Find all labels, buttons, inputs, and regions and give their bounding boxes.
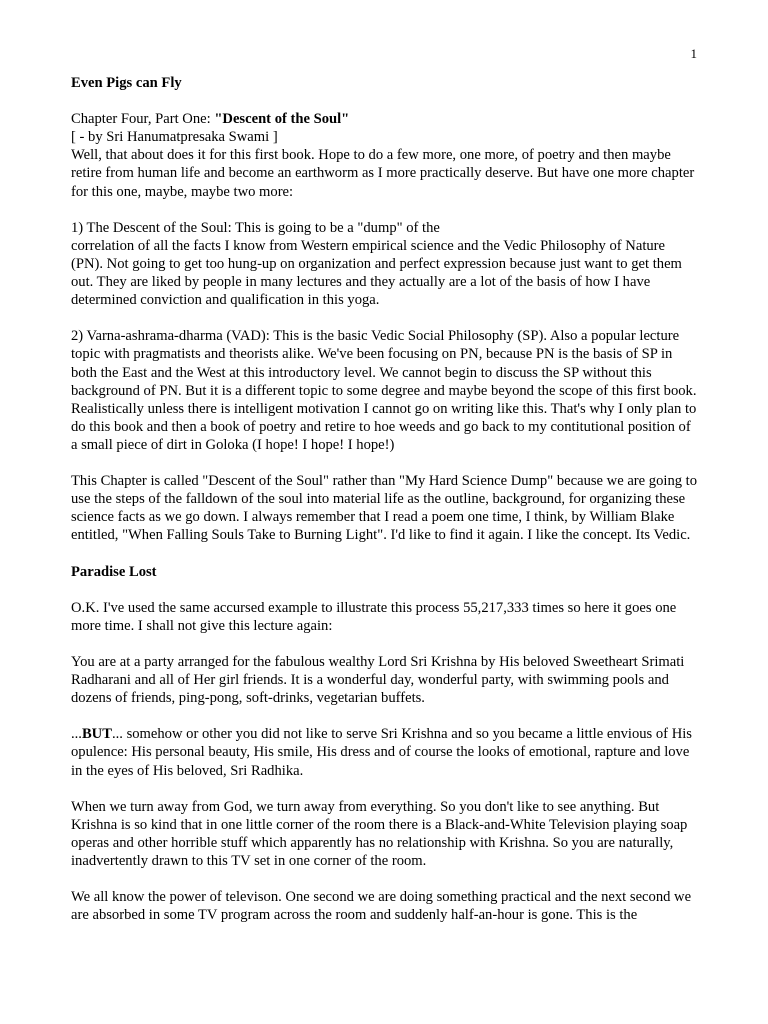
but-paragraph [71,725,699,779]
turn-away-paragraph: When we turn away from God, we turn away from everything. So you don't like to see anything. But Krishna is so kind that in one little corner of the room there is a Black-and-White Television playing soap operas and other horrible stuff which apparently has no relationship with Krishna. So you are naturally, inadvertently drawn to this TV set in one corner of the room. [71,798,688,870]
chapter-paragraph: This Chapter is called "Descent of the Soul" rather than "My Hard Science Dump" because we are going to use the steps of the falldown of the soul into material life as the outline, background, for organizing these science facts as we go down. I always remember that I read a poem one time, I think, by William Blake entitled, "When Falling Souls Take to Burning Light". I'd like to find it again. I like the concept. Its Vedic. [71,473,698,544]
chapter-heading [71,110,699,128]
item-one-first-line: 1) The Descent of the Soul: This is going to be a "dump" of the [71,219,440,236]
but-prefix: ... [71,726,82,743]
document-body [71,74,699,924]
but-word: BUT [81,726,112,743]
television-paragraph: We all know the power of televison. One second we are doing something practical and the next second we are absorbed in some TV program across the room and suddenly half-an-hour is gone. This is the [71,889,692,924]
chapter-prefix: Chapter Four, Part One: [71,111,215,128]
item-two-paragraph: 2) Varna-ashrama-dharma (VAD): This is the basic Vedic Social Philosophy (SP). Also a popular lecture topic with pragmatists and theorists alike. We've been focusing on PN, because PN is the basis of SP in both the East and the West at this introductory level. We cannot begin to discuss the SP without this background of PN. But it is a different topic to some degree and maybe beyond the scope of this first book. Realistically unless there is intelligent motivation I cannot go on writing like this. That's why I only plan to do this book and then a book of poetry and retire to hoe weeds and go back to my contitutional position of a small piece of dirt in Goloka (I hope! I hope! I hope!) [71,328,697,453]
byline: [ - by Sri Hanumatpresaka Swami ] [71,129,278,146]
section-heading: Paradise Lost [71,563,157,580]
page-number: 1 [690,46,697,61]
document-title: Even Pigs can Fly [71,75,182,91]
party-paragraph: You are at a party arranged for the fabulous wealthy Lord Sri Krishna by His beloved Sweetheart Srimati Radharani and all of Her girl friends. It is a wonderful day, wonderful party, with swimming pools and dozens of friends, ping-pong, soft-drinks, vegetarian buffets. [71,654,685,707]
ok-paragraph: O.K. I've used the same accursed example to illustrate this process 55,217,333 times so here it goes one more time. I shall not give this lecture again: [71,599,677,634]
chapter-title: "Descent of the Soul" [214,111,350,128]
item-one-paragraph: correlation of all the facts I know from Western empirical science and the Vedic Philosophy of Nature (PN). Not going to get too hung-up on organization and perfect expression because just want to get them out. They are liked by people in many lectures and they actually are a lot of the basis of how I have determined conviction and qualification in this yoga. [71,237,682,309]
but-rest: ... somehow or other you did not like to serve Sri Krishna and so you became a little envious of His opulence: His personal beauty, His smile, His dress and of course the looks of emotional, rapture and love in the eyes of His beloved, Sri Radhika. [71,726,692,779]
intro-paragraph: Well, that about does it for this first book. Hope to do a few more, one more, of poetry and then maybe retire from human life and become an earthworm as I more practically deserve. But have one more chapter for this one, maybe, maybe two more: [71,147,695,200]
